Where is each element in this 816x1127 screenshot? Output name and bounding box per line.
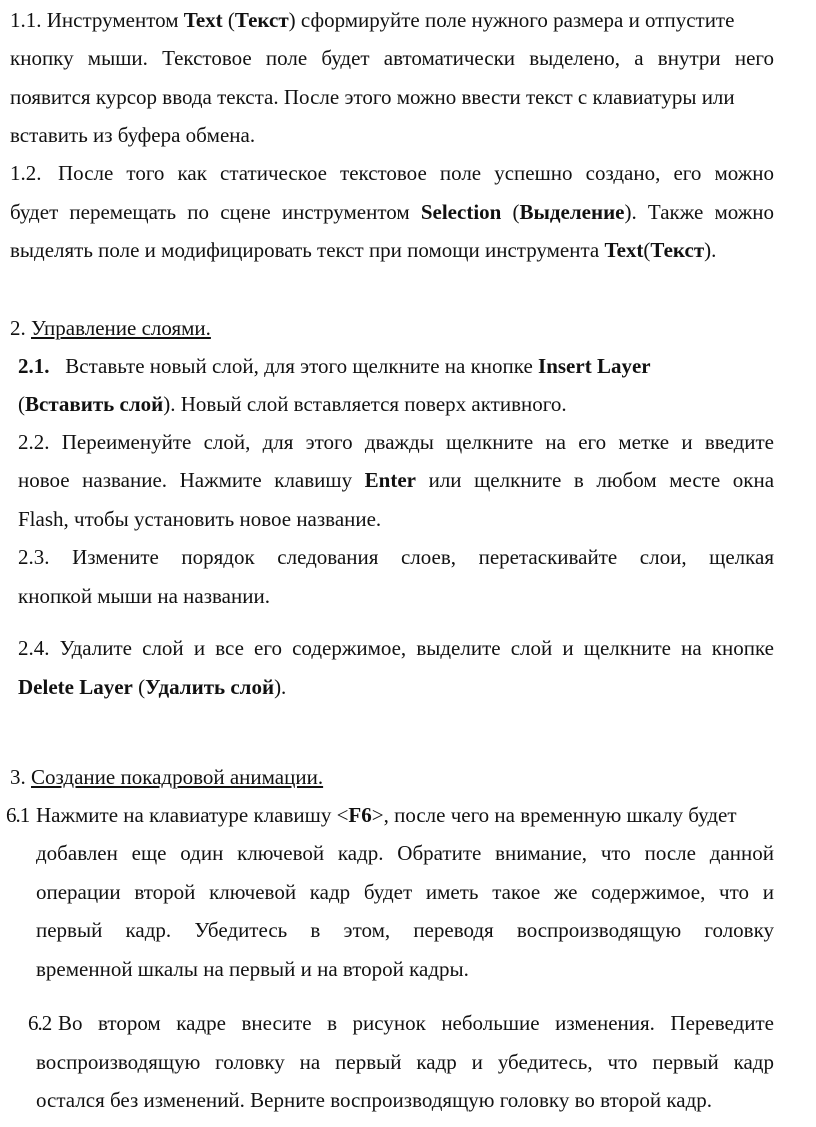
section-number: 2. bbox=[10, 316, 26, 340]
text-span: ). Также можно bbox=[624, 200, 775, 224]
text-line bbox=[18, 467, 774, 493]
bold-term: Insert Layer bbox=[538, 354, 651, 378]
text-line bbox=[6, 802, 770, 828]
item-number: 6.1 bbox=[6, 803, 30, 827]
text-line: остался без изменений. Верните воспроизводящую головку во второй кадр. bbox=[36, 1088, 713, 1112]
text-line bbox=[18, 391, 782, 417]
text-span: ( bbox=[512, 200, 520, 224]
text-line: операции второй ключевой кадр будет иметь такое же содержимое, что и bbox=[36, 880, 774, 904]
text-line: воспроизводящую головку на первый кадр и убедитесь, что первый кадр bbox=[36, 1050, 774, 1074]
text-span: ). bbox=[274, 675, 287, 699]
item-number: 1.2. bbox=[10, 161, 42, 185]
text-line bbox=[18, 353, 782, 379]
text-span: Во втором кадре внесите в рисунок небольшие изменения. Переведите bbox=[58, 1011, 774, 1035]
text-span: После того как статическое текстовое поле успешно создано, его можно bbox=[58, 161, 774, 185]
bold-term: Text bbox=[183, 8, 223, 32]
bold-term: Enter bbox=[364, 468, 416, 492]
text-span: выделять поле и модифицировать текст при помощи инструмента bbox=[10, 238, 600, 262]
text-span: новое название. Нажмите клавишу bbox=[18, 468, 353, 492]
text-line: 2.3. Измените порядок следования слоев, перетаскивайте слои, щелкая bbox=[18, 545, 774, 569]
text-span: будет перемещать по сцене инструментом bbox=[10, 200, 410, 224]
text-span: ) сформируйте поле нужного размера и отпустите bbox=[288, 8, 735, 32]
text-line: 2.2. Переименуйте слой, для этого дважды щелкните на его метке и введите bbox=[18, 430, 774, 454]
bold-term: Text bbox=[604, 238, 644, 262]
text-line: первый кадр. Убедитесь в этом, переводя воспроизводящую головку bbox=[36, 918, 774, 942]
text-line: кнопкой мыши на названии. bbox=[18, 584, 270, 608]
bold-term: Текст bbox=[650, 238, 705, 262]
section-title: Создание покадровой анимации. bbox=[31, 765, 324, 789]
text-span: Нажмите на клавиатуре клавишу < bbox=[36, 803, 349, 827]
bold-term: Selection bbox=[420, 200, 502, 224]
text-span: ( bbox=[643, 238, 651, 262]
text-span: >, после чего на временную шкалу будет bbox=[371, 803, 737, 827]
text-line bbox=[28, 1010, 774, 1036]
text-line: вставить из буфера обмена. bbox=[10, 123, 256, 147]
text-span: или щелкните в любом месте окна bbox=[428, 468, 775, 492]
bold-term: Выделение bbox=[519, 200, 625, 224]
text-span: Вставьте новый слой, для этого щелкните на кнопке bbox=[65, 354, 533, 378]
text-line: добавлен еще один ключевой кадр. Обратите внимание, что после данной bbox=[36, 841, 774, 865]
item-number: 6.2 bbox=[28, 1011, 52, 1035]
text-line: 2.4. Удалите слой и все его содержимое, выделите слой и щелкните на кнопке bbox=[18, 636, 774, 660]
text-line bbox=[18, 674, 782, 700]
text-line: появится курсор ввода текста. После этого можно ввести текст с клавиатуры или bbox=[10, 85, 735, 109]
text-span: ( bbox=[227, 8, 235, 32]
text-line: кнопку мыши. Текстовое поле будет автоматически выделено, а внутри него bbox=[10, 46, 774, 70]
section-heading bbox=[10, 315, 774, 341]
text-line bbox=[10, 237, 774, 263]
bold-term: F6 bbox=[348, 803, 372, 827]
text-line bbox=[10, 7, 774, 33]
text-line bbox=[10, 160, 774, 186]
item-number: 1.1. bbox=[10, 8, 42, 32]
section-heading bbox=[10, 764, 774, 790]
text-span: ). Новый слой вставляется поверх активного. bbox=[163, 392, 567, 416]
text-line bbox=[10, 199, 774, 225]
text-span: ). bbox=[704, 238, 717, 262]
text-line: временной шкалы на первый и на второй кадры. bbox=[36, 957, 469, 981]
bold-term: Удалить слой bbox=[145, 675, 275, 699]
bold-term: Delete Layer bbox=[18, 675, 133, 699]
text-line: Flash, чтобы установить новое название. bbox=[18, 507, 382, 531]
text-span: ( bbox=[18, 392, 25, 416]
section-title: Управление слоями. bbox=[31, 316, 211, 340]
section-number: 3. bbox=[10, 765, 26, 789]
text-span: Инструментом bbox=[46, 8, 179, 32]
bold-term: Текст bbox=[234, 8, 289, 32]
bold-term: Вставить слой bbox=[25, 392, 164, 416]
item-number: 2.1. bbox=[18, 354, 50, 378]
text-span: ( bbox=[138, 675, 146, 699]
